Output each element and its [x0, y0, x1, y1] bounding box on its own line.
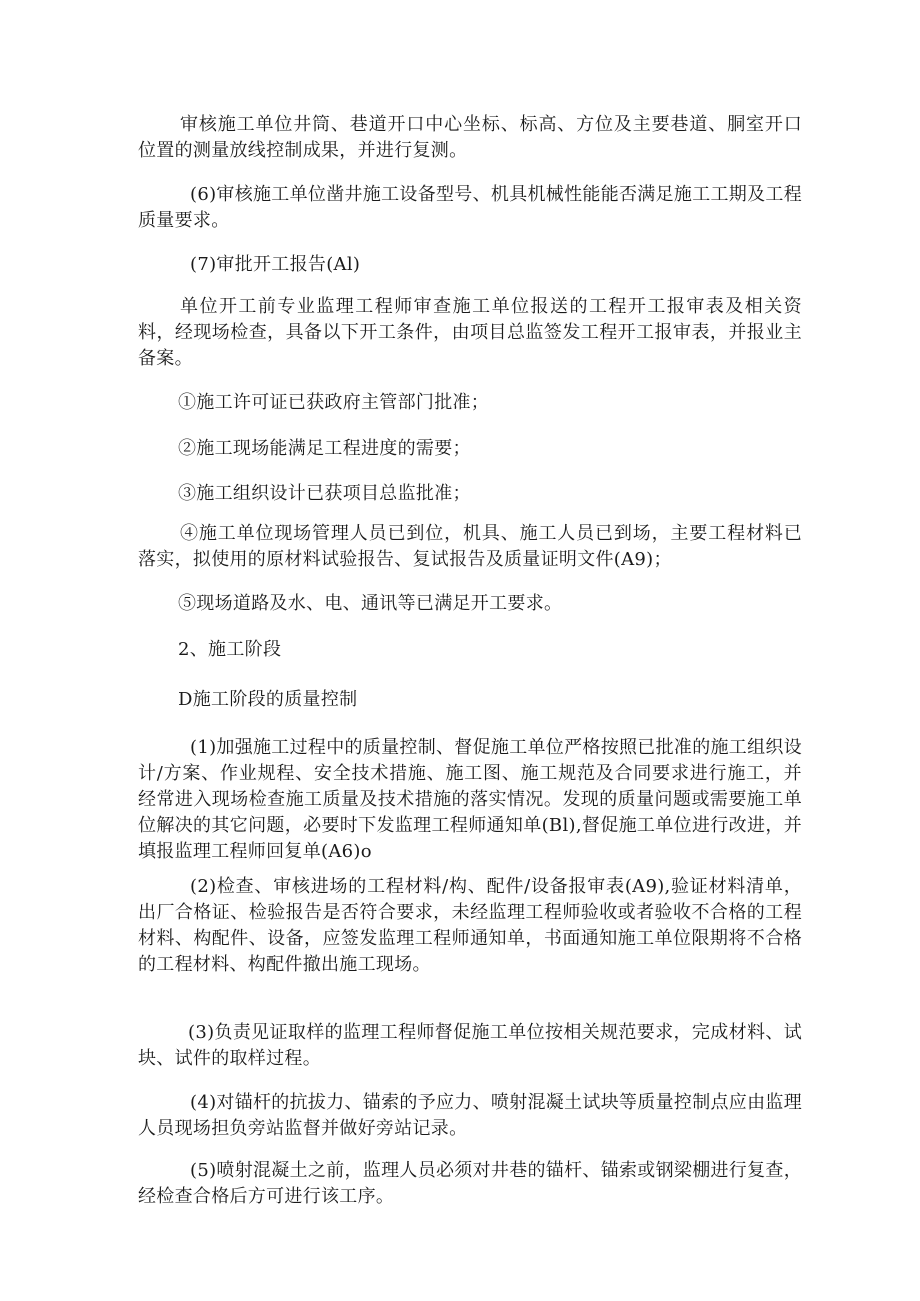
paragraph-item-6: (6)审核施工单位凿井施工设备型号、机具机械性能能否满足施工工期及工程质量要求。	[138, 184, 802, 231]
paragraph-quality-item-1: (1)加强施工过程中的质量控制、督促施工单位严格按照已批准的施工组织设计/方案、作业规程、安全技术措施、施工图、施工规范及合同要求进行施工，并经常进入现场检查施工质量及技术措施的落实情况。发现的质量问题或需要施工单位解决的其它问题，必要时下发监理工程师通知单(Bl),督促施工单位进行改进，并填报监理工程师回复单(A6)o	[138, 737, 802, 862]
paragraph-condition-4: ④施工单位现场管理人员已到位，机具、施工人员已到场，主要工程材料已落实，拟使用的原材料试验报告、复试报告及质量证明文件(A9)；	[138, 523, 802, 570]
paragraph-quality-item-2: (2)检查、审核进场的工程材料/构、配件/设备报审表(A9),验证材料清单，出厂合格证、检验报告是否符合要求，未经监理工程师验收或者验收不合格的工程材料、构配件、设备，应签发监理工程师通知单，书面通知施工单位限期将不合格的工程材料、构配件撤出施工现场。	[138, 876, 802, 975]
paragraph-condition-5: ⑤现场道路及水、电、通讯等已满足开工要求。	[178, 593, 563, 614]
paragraph-survey-review: 审核施工单位井筒、巷道开口中心坐标、标高、方位及主要巷道、胴室开口位置的测量放线控制成果，并进行复测。	[138, 114, 802, 161]
paragraph-start-conditions: 单位开工前专业监理工程师审查施工单位报送的工程开工报审表及相关资料，经现场检查，具备以下开工条件，由项目总监签发工程开工报审表，并报业主备案。	[138, 296, 802, 369]
paragraph-quality-item-5: (5)喷射混凝土之前，监理人员必须对井巷的锚杆、锚索或钢梁棚进行复查，经检查合格后方可进行该工序。	[138, 1160, 802, 1207]
subsection-heading-quality-control: D施工阶段的质量控制	[178, 689, 358, 710]
paragraph-condition-2: ②施工现场能满足工程进度的需要；	[178, 438, 471, 459]
paragraph-quality-item-4: (4)对锚杆的抗拔力、锚索的予应力、喷射混凝土试块等质量控制点应由监理人员现场担负旁站监督并做好旁站记录。	[138, 1092, 802, 1139]
section-heading-construction-stage: 2、施工阶段	[178, 639, 282, 660]
paragraph-quality-item-3: (3)负责见证取样的监理工程师督促施工单位按相关规范要求，完成材料、试块、试件的取样过程。	[138, 1022, 802, 1069]
paragraph-condition-1: ①施工许可证已获政府主管部门批准；	[178, 392, 490, 413]
paragraph-item-7: (7)审批开工报告(Al)	[190, 254, 361, 275]
paragraph-condition-3: ③施工组织设计已获项目总监批准；	[178, 483, 471, 504]
